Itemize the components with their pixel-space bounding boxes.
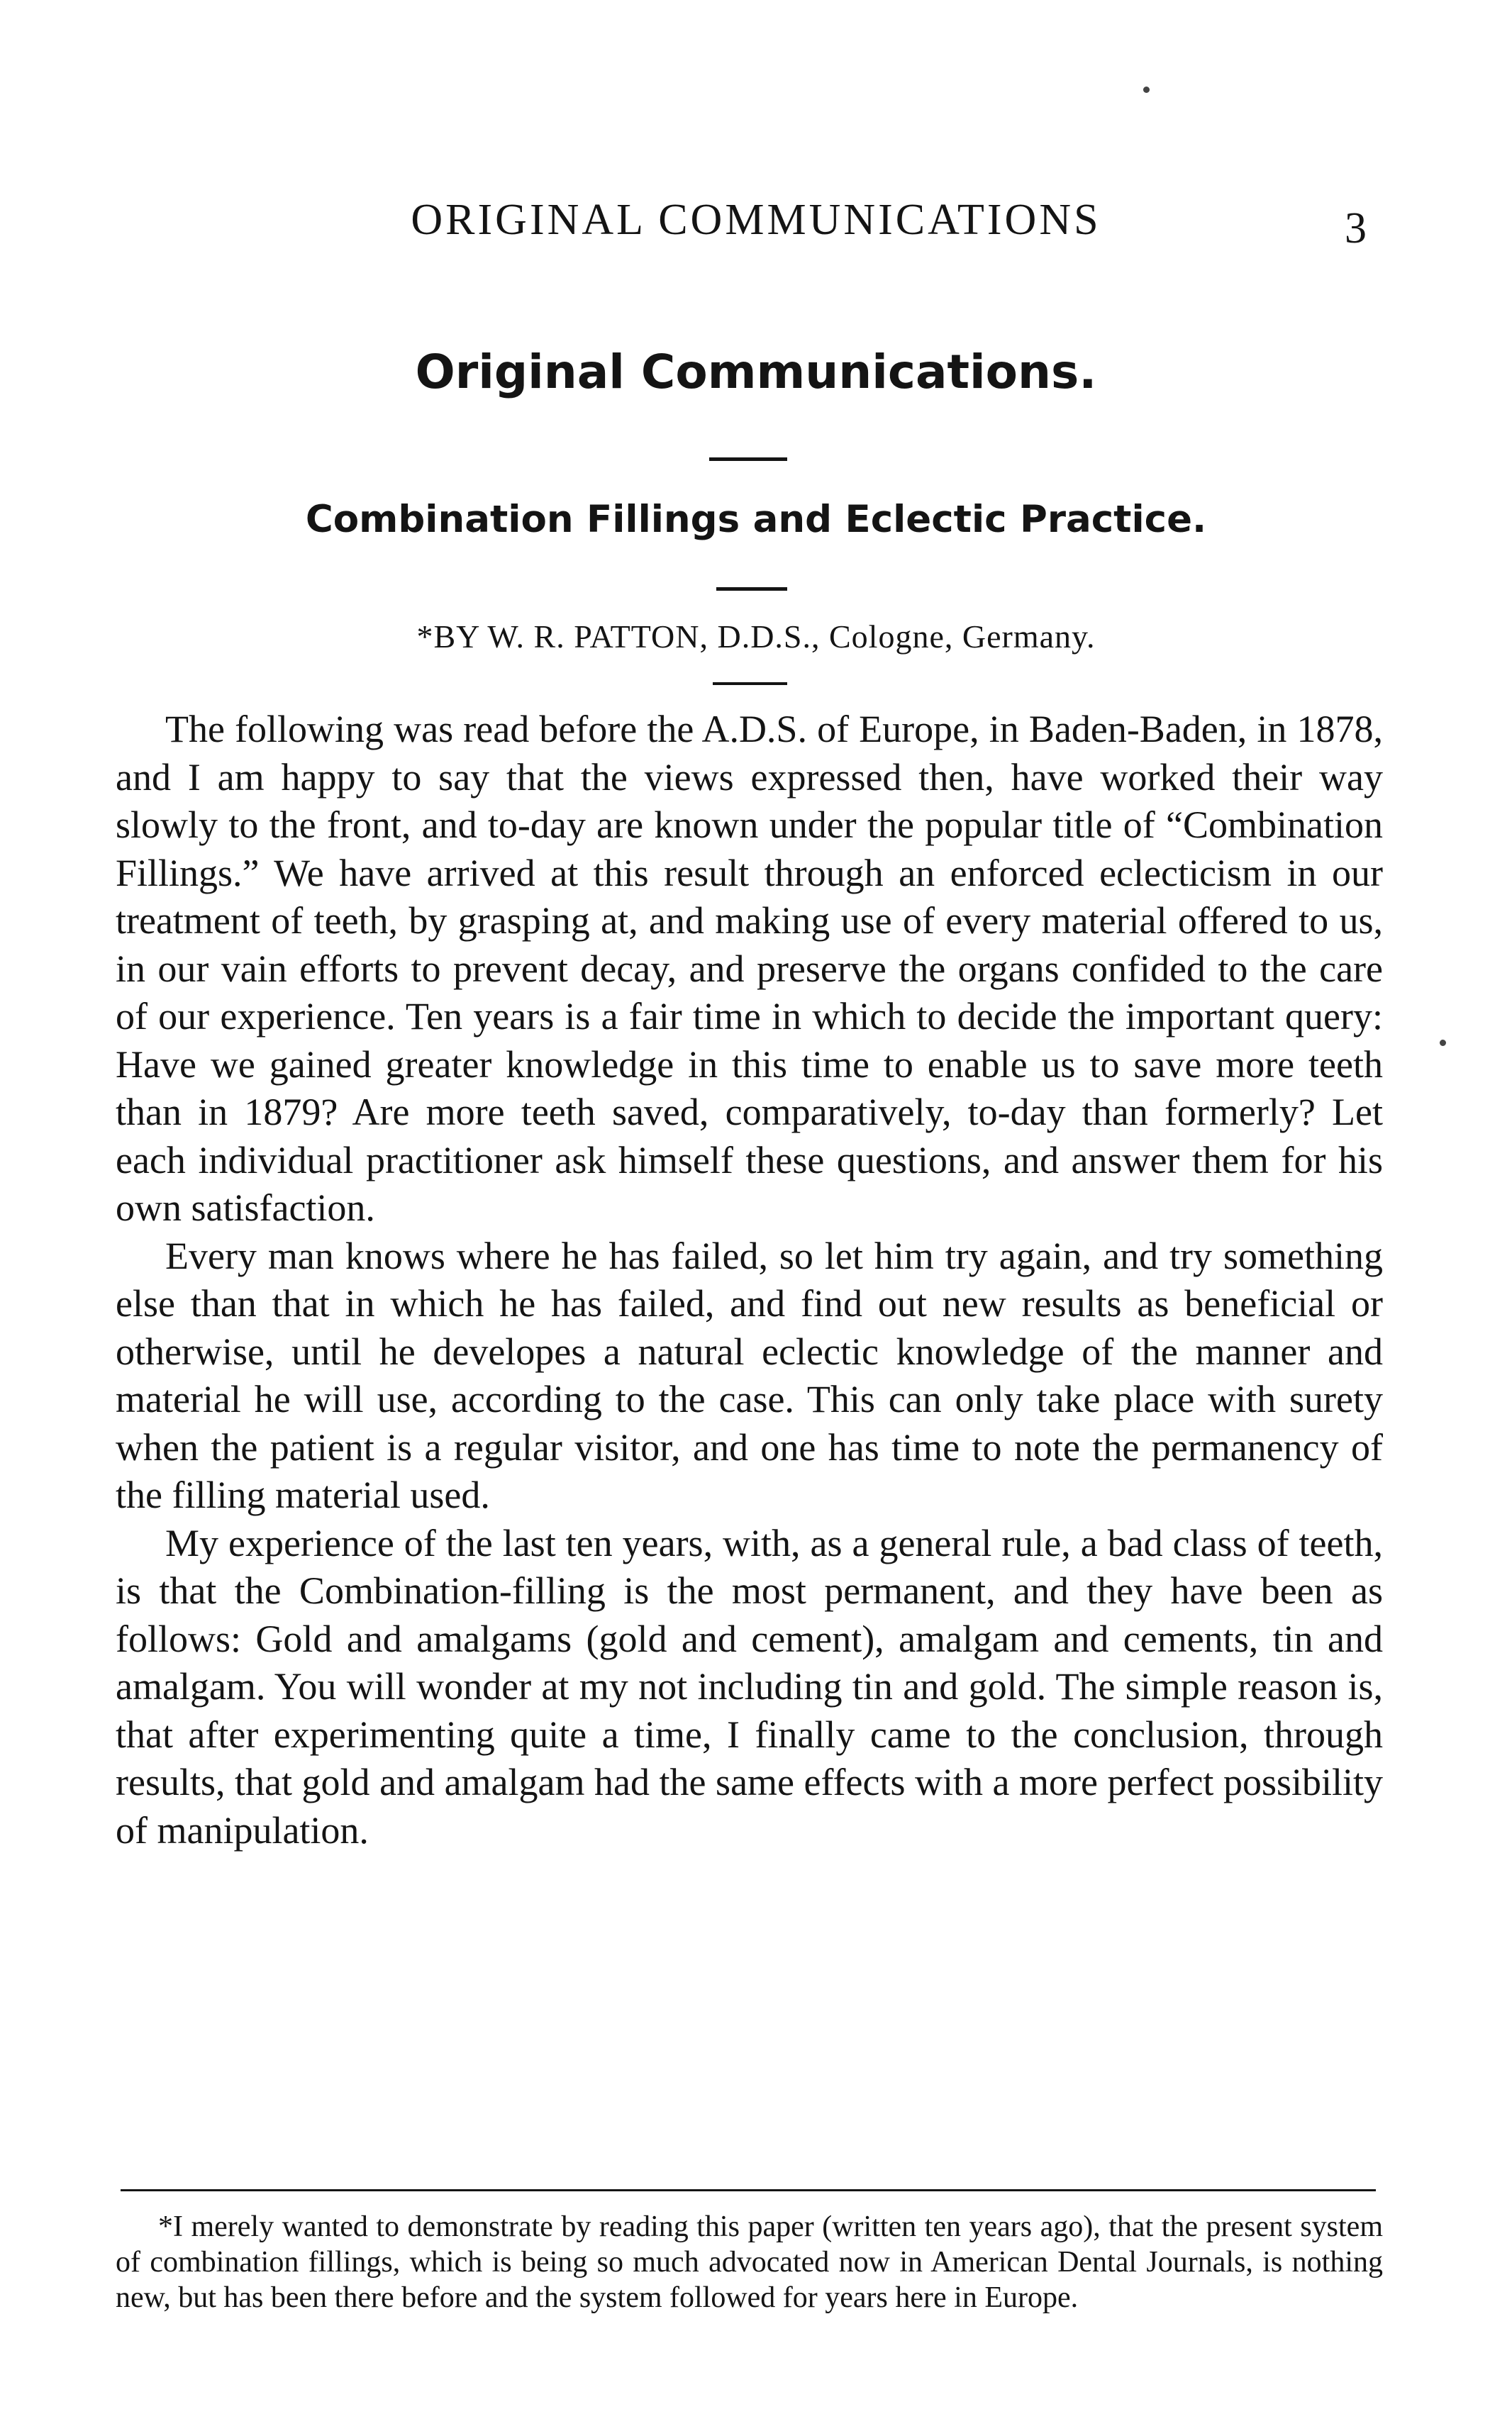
author-byline: *BY W. R. PATTON, D.D.S., Cologne, Germany. [416,618,1096,655]
paper-speck [1143,87,1150,93]
paragraph: My experience of the last ten years, with, as a general rule, a bad class of teeth, is that the Combination-filling is the most permanent, and they have been as follows: Gold and amalgams (gold and cement), amalgam and cements, tin and amalgam. You will wonder at my not including tin and gold. The simple reason is, that after experimenting quite a time, I finally came to the conclusion, through results, that gold and amalgam had the same effects with a more perfect possibility of manipulation. [116,1521,1383,1852]
byline-divider [713,682,787,685]
running-head: ORIGINAL COMMUNICATIONS [411,196,1101,244]
footnote: *I merely wanted to demonstrate by reading this paper (written ten years ago), that the present system of combination fillings, which is being so much advocated now in American Dental Journals, is nothing new, but has been there before and the system followed for years here in Europe. [116,2210,1383,2314]
paragraph: The following was read before the A.D.S. of Europe, in Baden-Baden, in 1878, and I am happy to say that the views expressed then, have worked their way slowly to the front, and to-day are known under the popular title of “Combination Fillings.” We have arrived at this result through an enforced eclecticism in our treatment of teeth, by grasping at, and making use of every material offered to us, in our vain efforts to prevent decay, and preserve the organs confided to the care of our experience. Ten years is a fair time in which to decide the important query: Have we gained greater knowledge in this time to enable us to save more teeth than in 1879? Are more teeth saved, comparatively, to-day than formerly? Let each individual practitioner ask himself these questions, and answer them for his own satisfaction. [116,708,1383,1229]
section-title: Original Communications. [415,345,1097,399]
article-title: Combination Fillings and Eclectic Practice. [305,498,1207,541]
footnote-divider [121,2189,1376,2191]
subtitle-divider [716,587,787,591]
paper-speck [1440,1040,1446,1046]
paragraph: Every man knows where he has failed, so let him try again, and try something else than that in which he has failed, and find out new results as beneficial or otherwise, until he developes a natural eclectic knowledge of the manner and material he will use, according to the case. This can only take place with surety when the patient is a regular visitor, and one has time to note the permanency of the filling material used. [116,1234,1383,1516]
article-body [116,706,1383,1854]
title-divider [709,457,787,461]
page-number: 3 [1345,204,1367,252]
